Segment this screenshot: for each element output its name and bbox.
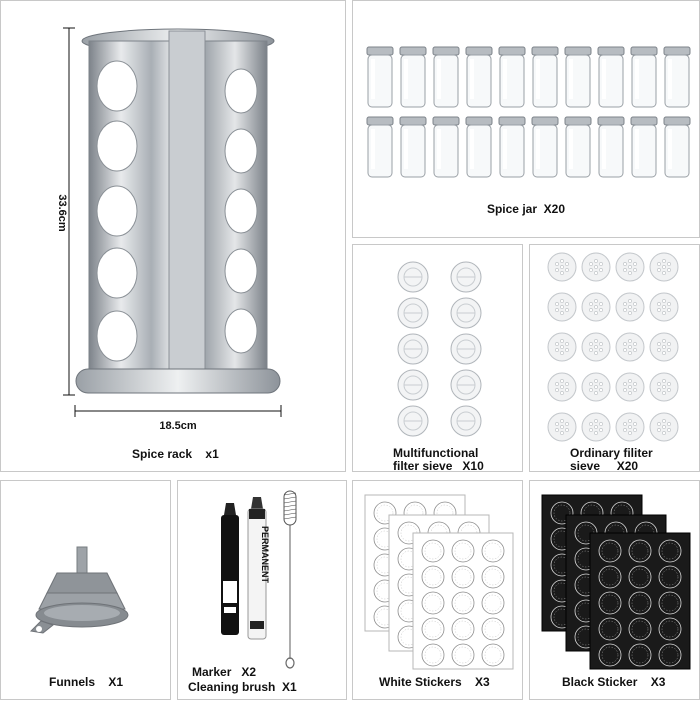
- spice-jar: [532, 47, 558, 107]
- spice-jar: [664, 47, 690, 107]
- rack-width-dimension: 18.5cm: [159, 420, 197, 432]
- white-stickers-illustration: [353, 481, 524, 701]
- spice-jar: [433, 47, 459, 107]
- ordinary-sieve: [582, 373, 610, 401]
- ordinary-sieve: [582, 293, 610, 321]
- spice-jar: [598, 117, 624, 177]
- spice-jar: [598, 47, 624, 107]
- multifunctional-sieve: [398, 334, 428, 364]
- brush-qty: X1: [282, 680, 297, 694]
- spice-rack-panel: [0, 0, 346, 472]
- funnels-panel: [0, 480, 171, 700]
- black-stickers-caption: [562, 676, 665, 689]
- spice-jar: [631, 47, 657, 107]
- white-stickers-panel: [352, 480, 523, 700]
- multifunctional-sieve-qty: X10: [462, 459, 484, 473]
- multifunctional-sieve-panel: [352, 244, 523, 472]
- ordinary-sieve: [650, 413, 678, 441]
- multifunctional-sieve: [398, 370, 428, 400]
- white-stickers-label: White Stickers: [379, 675, 462, 689]
- ordinary-sieve: [548, 333, 576, 361]
- funnels-label: Funnels: [49, 675, 96, 689]
- marker-caption: [192, 666, 256, 679]
- rack-height-dimension: 33.6cm: [56, 194, 68, 232]
- ordinary-sieve: [616, 373, 644, 401]
- black-stickers-panel: [529, 480, 700, 700]
- spice-jar: [499, 117, 525, 177]
- ordinary-sieve-qty: X20: [616, 459, 639, 473]
- spice-rack-label: Spice rack: [132, 447, 193, 461]
- spice-jar: [466, 47, 492, 107]
- multifunctional-sieve: [451, 334, 481, 364]
- multifunctional-sieve-line1: Multifunctional: [393, 446, 479, 460]
- ordinary-sieve-line2: sieve: [570, 459, 601, 473]
- spice-jar: [400, 117, 426, 177]
- marker-permanent-text: PERMANENT: [260, 526, 270, 584]
- multifunctional-sieve-caption: [393, 447, 484, 473]
- white-stickers-caption: [379, 676, 490, 689]
- spice-jar: [565, 117, 591, 177]
- funnels-qty: X1: [108, 675, 124, 689]
- white-sticker-sheet: [413, 533, 513, 669]
- spice-jar: [631, 117, 657, 177]
- black-stickers-qty: X3: [650, 675, 666, 689]
- multifunctional-sieve: [398, 262, 428, 292]
- marker-label: Marker: [192, 665, 232, 679]
- spice-jar-caption: [353, 203, 699, 216]
- black-stickers-illustration: [530, 481, 700, 701]
- ordinary-sieve: [650, 253, 678, 281]
- ordinary-sieve: [616, 293, 644, 321]
- ordinary-sieve: [650, 293, 678, 321]
- ordinary-sieve: [650, 333, 678, 361]
- ordinary-sieve: [650, 373, 678, 401]
- multifunctional-sieve: [451, 406, 481, 436]
- spice-jar: [367, 47, 393, 107]
- marker-qty: X2: [241, 665, 257, 679]
- multifunctional-sieve: [398, 406, 428, 436]
- ordinary-sieve: [616, 333, 644, 361]
- spice-jar: [499, 47, 525, 107]
- spice-jar: [466, 117, 492, 177]
- black-stickers-label: Black Sticker: [562, 675, 638, 689]
- spice-jar: [433, 117, 459, 177]
- brush-label: Cleaning brush: [188, 680, 276, 694]
- ordinary-sieve: [548, 293, 576, 321]
- ordinary-sieve: [616, 413, 644, 441]
- ordinary-sieve: [582, 333, 610, 361]
- black-sticker-sheet: [590, 533, 690, 669]
- multifunctional-sieve: [398, 298, 428, 328]
- spice-jar-qty: X20: [543, 202, 566, 216]
- ordinary-sieve: [582, 413, 610, 441]
- ordinary-sieve-line1: Ordinary filiter: [570, 446, 653, 460]
- multifunctional-sieve: [451, 262, 481, 292]
- multifunctional-sieve-line2: filter sieve: [393, 459, 453, 473]
- ordinary-sieves-illustration: [530, 245, 700, 473]
- ordinary-sieve: [548, 373, 576, 401]
- funnel-illustration: [1, 481, 172, 701]
- ordinary-sieve: [616, 253, 644, 281]
- spice-rack-caption: [132, 448, 219, 461]
- multifunctional-sieves-illustration: [353, 245, 524, 473]
- spice-jar: [367, 117, 393, 177]
- white-stickers-qty: X3: [475, 675, 490, 689]
- spice-jar: [400, 47, 426, 107]
- spice-jar: [664, 117, 690, 177]
- spice-rack-qty: x1: [205, 447, 219, 461]
- ordinary-sieve: [582, 253, 610, 281]
- ordinary-sieve-caption: [570, 447, 653, 473]
- ordinary-sieve: [548, 253, 576, 281]
- ordinary-sieve-panel: [529, 244, 700, 472]
- multifunctional-sieve: [451, 298, 481, 328]
- spice-jar-label: Spice jar: [486, 202, 537, 216]
- brush-caption: [188, 681, 297, 694]
- spice-jar: [565, 47, 591, 107]
- funnels-caption: [49, 676, 123, 689]
- spice-rack-illustration: [1, 1, 347, 473]
- multifunctional-sieve: [451, 370, 481, 400]
- spice-jar-panel: [352, 0, 700, 238]
- spice-jar: [532, 117, 558, 177]
- marker-brush-panel: [177, 480, 347, 700]
- ordinary-sieve: [548, 413, 576, 441]
